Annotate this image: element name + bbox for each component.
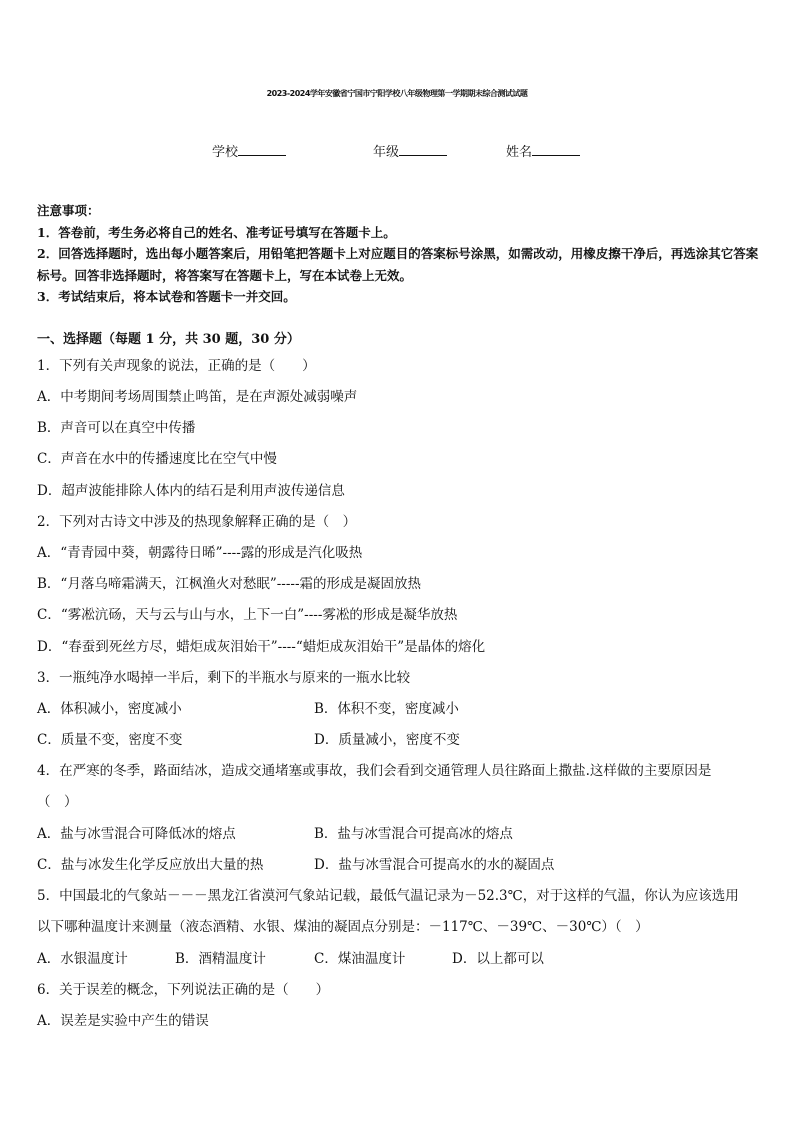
exam-title: 2023-2024学年安徽省宁国市宁阳学校八年级物理第一学期期末综合测试试题 [266, 89, 528, 98]
q5-stem-line2: 以下哪种温度计来测量（液态酒精、水银、煤油的凝固点分别是：－117℃、－39℃、－30℃）（ ） [37, 919, 649, 935]
q1-option-c: C．声音在水中的传播速度比在空气中慢 [37, 451, 277, 467]
q2-option-c: C．“雾凇沆砀，天与云与山与水，上下一白”----雾凇的形成是凝华放热 [37, 607, 458, 623]
q4-option-c: C．盐与冰发生化学反应放出大量的热 [37, 857, 264, 873]
notes-item-2: 2．回答选择题时，选出每小题答案后，用铅笔把答题卡上对应题目的答案标号涂黑，如需改动，用橡皮擦干净后，再选涂其它答案标号。回答非选择题时，将答案写在答题卡上，写在本试卷上无效。 [37, 246, 759, 283]
q4-paren: （ ） [37, 794, 78, 810]
name-field [506, 141, 580, 160]
school-blank [238, 144, 286, 156]
q5-option-b: B．酒精温度计 [175, 951, 266, 967]
q2-stem: 2．下列对古诗文中涉及的热现象解释正确的是（ ） [37, 514, 357, 530]
q3-option-a: A．体积减小，密度减小 [37, 701, 182, 717]
q5-stem-line1: 5．中国最北的气象站－－－黑龙江省漠河气象站记载，最低气温记录为－52.3℃，对于这样的气温，你认为应该选用 [37, 888, 739, 904]
q5-option-d: D．以上都可以 [452, 951, 544, 967]
q2-option-d: D．“春蚕到死丝方尽，蜡炬成灰泪始干”----“蜡炬成灰泪始干”是晶体的熔化 [37, 639, 486, 655]
notes-item-1: 1．答卷前，考生务必将自己的姓名、准考证号填写在答题卡上。 [37, 224, 396, 240]
q4-option-a: A．盐与冰雪混合可降低冰的熔点 [37, 826, 236, 842]
section-heading: 一、选择题（每题 1 分，共 30 题，30 分） [37, 332, 300, 347]
q4-option-b: B．盐与冰雪混合可提高冰的熔点 [314, 826, 513, 842]
q1-stem: 1．下列有关声现象的说法，正确的是（ ） [37, 358, 316, 374]
q1-option-b: B．声音可以在真空中传播 [37, 420, 196, 436]
q2-option-a: A．“青青园中葵，朝露待日晞”----露的形成是汽化吸热 [37, 545, 363, 561]
grade-label: 年级 [373, 145, 400, 160]
notes-item-3: 3．考试结束后，将本试卷和答题卡一并交回。 [37, 289, 296, 304]
q3-option-d: D．质量减小，密度不变 [314, 732, 460, 748]
grade-field [373, 141, 447, 160]
name-label: 姓名 [506, 145, 533, 160]
q3-option-c: C．质量不变，密度不变 [37, 732, 183, 748]
q3-option-b: B．体积不变，密度减小 [314, 701, 459, 717]
q3-stem: 3．一瓶纯净水喝掉一半后，剩下的半瓶水与原来的一瓶水比较 [37, 670, 411, 686]
school-field [212, 141, 286, 160]
notes-block [37, 200, 761, 308]
notes-heading: 注意事项： [37, 203, 100, 218]
q5-option-c: C．煤油温度计 [314, 951, 406, 967]
school-label: 学校 [212, 145, 239, 160]
name-blank [532, 144, 580, 156]
q6-stem: 6．关于误差的概念，下列说法正确的是（ ） [37, 982, 330, 998]
q4-stem: 4．在严寒的冬季，路面结冰，造成交通堵塞或事故，我们会看到交通管理人员往路面上撒盐.这样做的主要原因是 [37, 763, 712, 779]
q1-option-d: D．超声波能排除人体内的结石是利用声波传递信息 [37, 483, 345, 499]
q6-option-a: A．误差是实验中产生的错误 [37, 1013, 209, 1029]
q1-option-a: A．中考期间考场周围禁止鸣笛，是在声源处减弱噪声 [37, 389, 358, 405]
q4-option-d: D．盐与冰雪混合可提高水的水的凝固点 [314, 857, 555, 873]
q2-option-b: B．“月落乌啼霜满天，江枫渔火对愁眠”-----霜的形成是凝固放热 [37, 576, 422, 592]
q5-option-a: A．水银温度计 [37, 951, 128, 967]
grade-blank [399, 144, 447, 156]
